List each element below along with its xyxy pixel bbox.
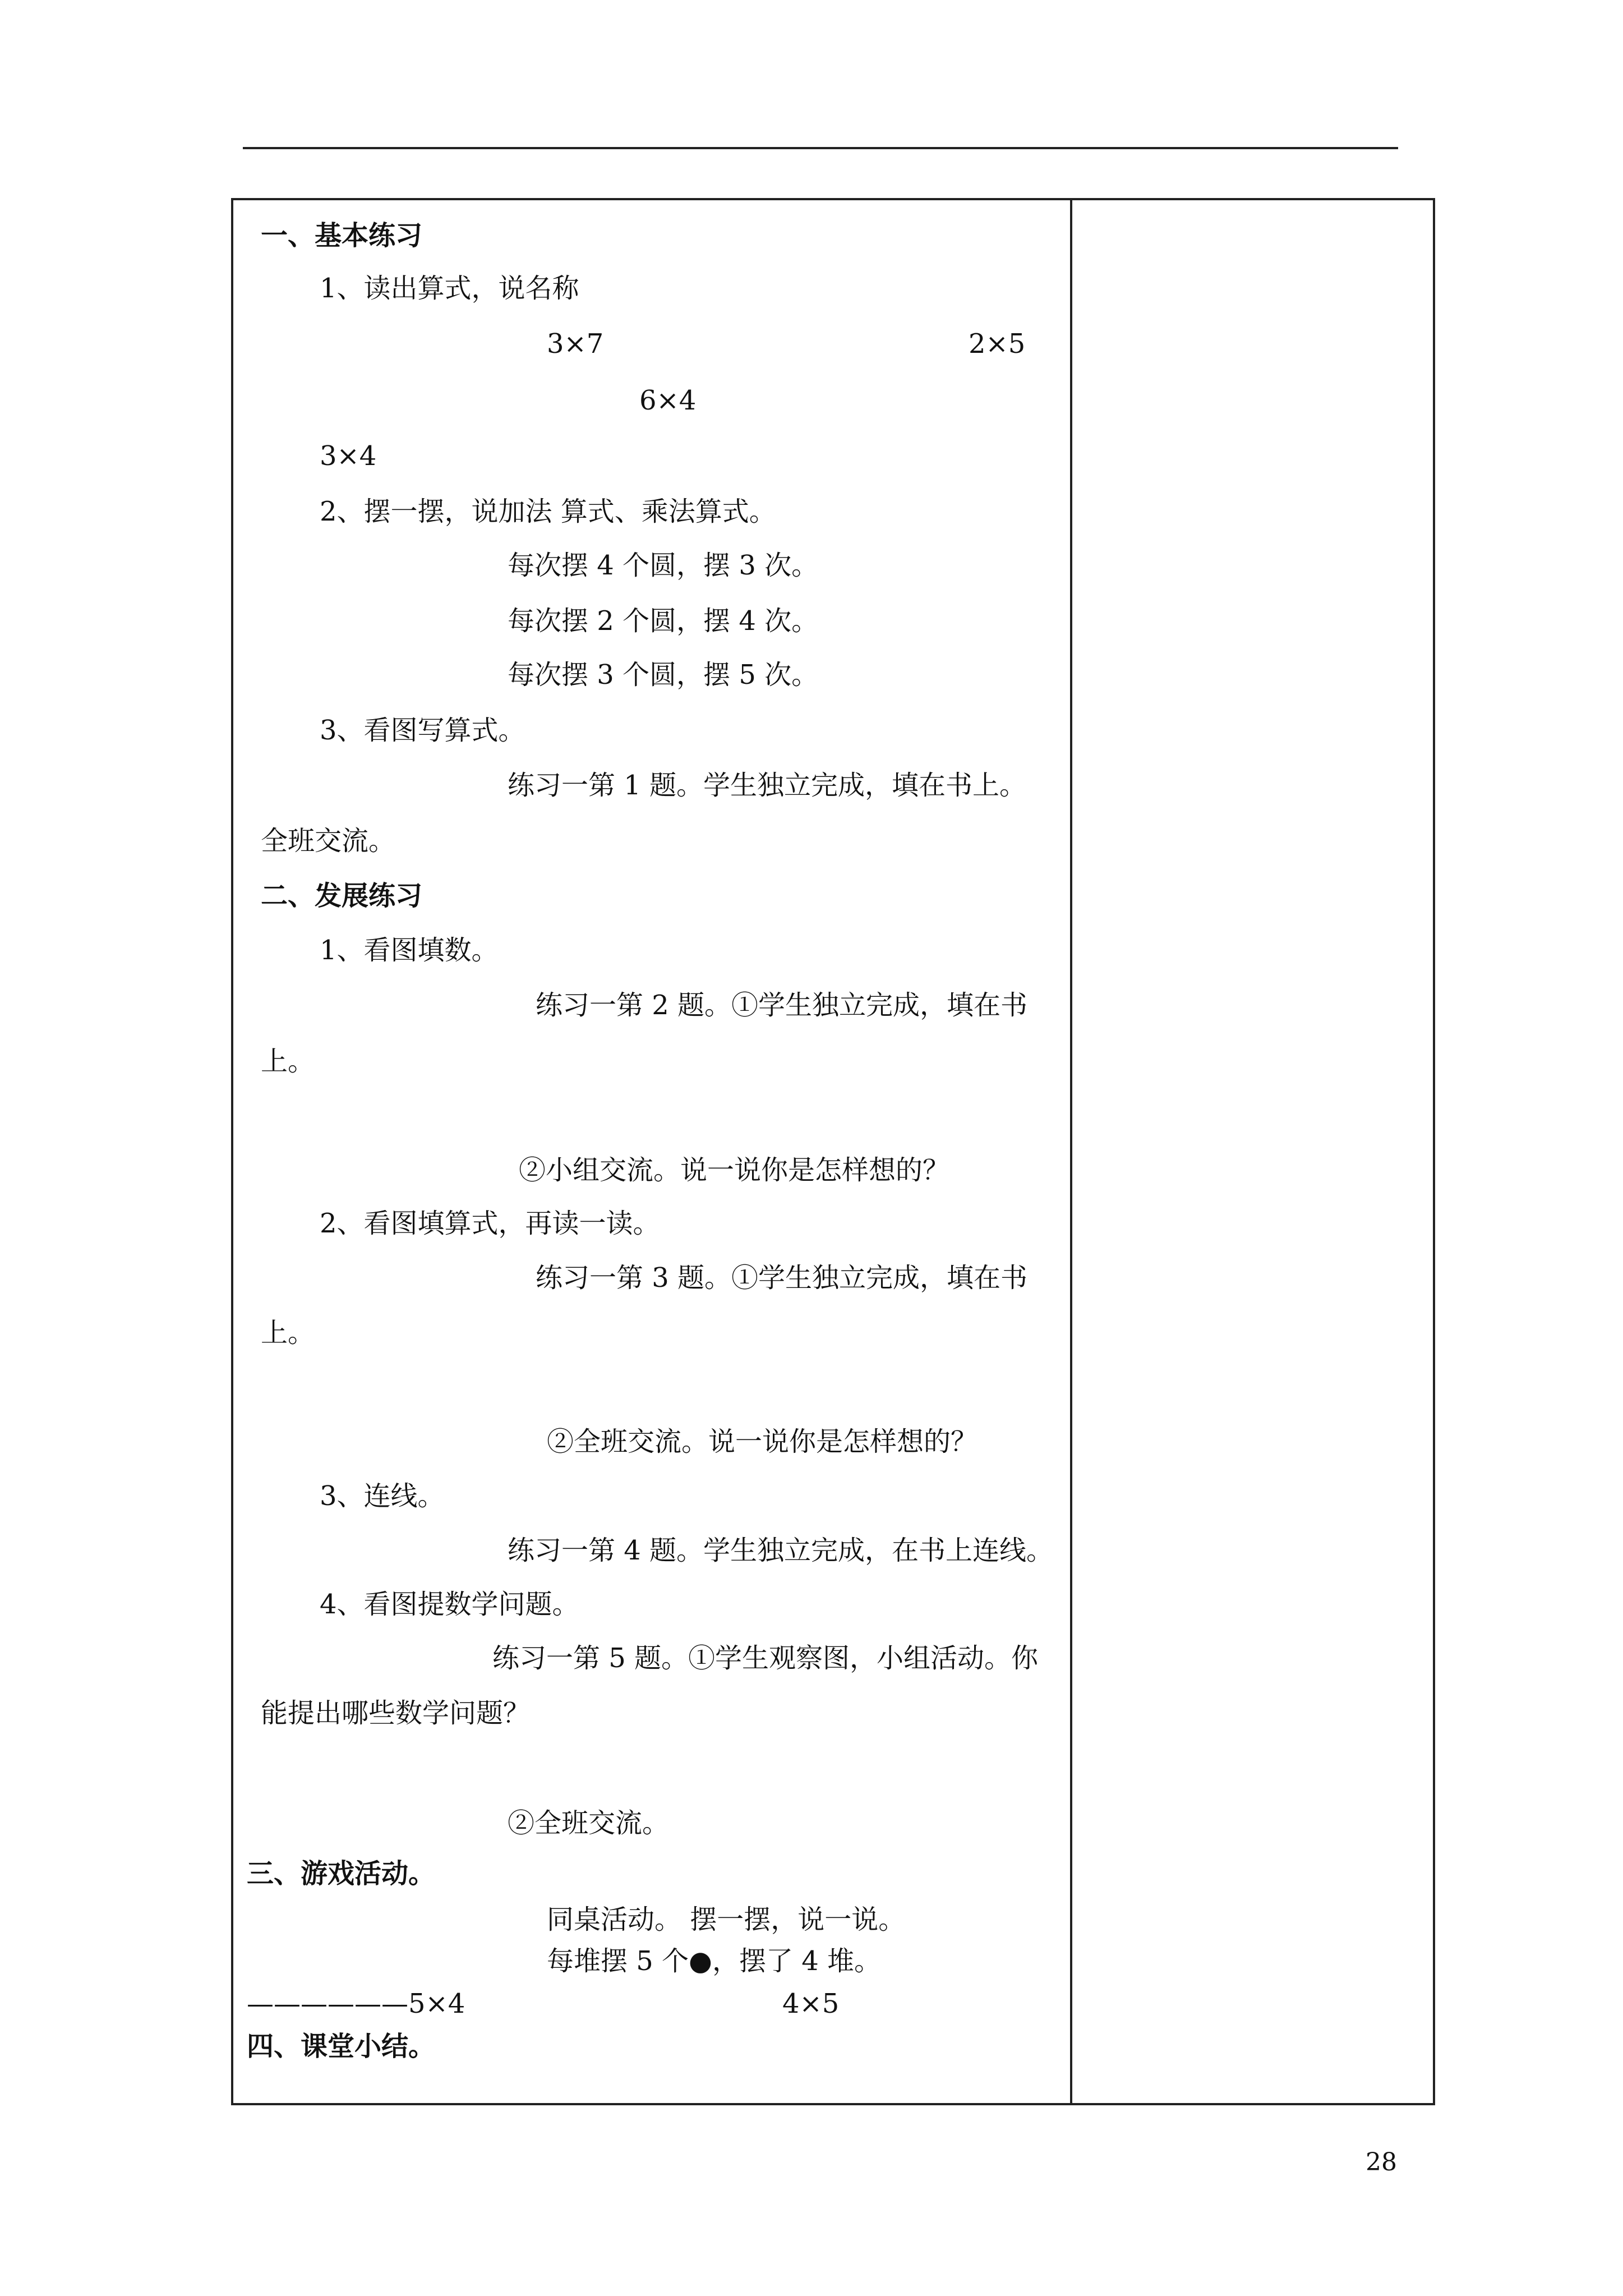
exercise-1-line: 全班交流。 xyxy=(261,825,396,857)
exercise-2-line: 上。 xyxy=(261,1046,315,1077)
section-heading-class-summary: 四、课堂小结。 xyxy=(247,2031,436,2062)
exercise-2-step-2: ②小组交流。说一说你是怎样想的？ xyxy=(519,1154,950,1186)
s2-item-1: 1、看图填数。 xyxy=(320,935,499,966)
lesson-table xyxy=(231,198,1435,2105)
exercise-2-line: 练习一第 2 题。①学生独立完成，填在书 xyxy=(536,990,1028,1021)
s1-expression: 6×4 xyxy=(639,385,697,416)
exercise-3-step-2: ②全班交流。说一说你是怎样想的？ xyxy=(547,1426,978,1457)
exercise-5-step-2: ②全班交流。 xyxy=(508,1807,670,1839)
section-heading-game-activity: 三、游戏活动。 xyxy=(247,1858,436,1889)
table-column-divider xyxy=(1070,198,1072,2105)
exercise-5-line: 能提出哪些数学问题？ xyxy=(261,1697,531,1729)
section-heading-development-practice: 二、发展练习 xyxy=(261,880,423,912)
exercise-3-line: 练习一第 3 题。①学生独立完成，填在书 xyxy=(536,1262,1028,1294)
s1-item-1: 1、读出算式，说名称 xyxy=(320,273,579,304)
exercise-1-line: 练习一第 1 题。学生独立完成，填在书上。 xyxy=(508,770,1027,801)
header-rule xyxy=(243,147,1398,149)
exercise-3-line: 上。 xyxy=(261,1317,315,1349)
s2-item-2: 2、看图填算式，再读一读。 xyxy=(320,1208,660,1239)
s1-item-2: 2、摆一摆，说加法 算式、乘法算式。 xyxy=(320,496,776,527)
s3-expression-left: ——————5×4 xyxy=(247,1988,465,2019)
s3-activity-line: 每堆摆 5 个●，摆了 4 堆。 xyxy=(547,1945,881,1977)
s1-expression: 3×7 xyxy=(547,328,604,360)
s1-arrangement-line: 每次摆 4 个圆，摆 3 次。 xyxy=(508,550,819,581)
s1-item-3: 3、看图写算式。 xyxy=(320,715,525,746)
section-heading-basic-practice: 一、基本练习 xyxy=(261,220,423,251)
s2-item-3: 3、连线。 xyxy=(320,1480,445,1512)
exercise-5-line: 练习一第 5 题。①学生观察图，小组活动。你 xyxy=(492,1642,1039,1674)
page-number: 28 xyxy=(1366,2148,1397,2177)
s3-activity-line: 同桌活动。 摆一摆，说一说。 xyxy=(547,1904,906,1935)
s1-expression: 3×4 xyxy=(320,440,377,472)
s1-arrangement-line: 每次摆 3 个圆，摆 5 次。 xyxy=(508,659,819,691)
s2-item-4: 4、看图提数学问题。 xyxy=(320,1589,579,1620)
s1-arrangement-line: 每次摆 2 个圆，摆 4 次。 xyxy=(508,605,819,637)
s1-expression: 2×5 xyxy=(969,328,1026,360)
exercise-4-line: 练习一第 4 题。学生独立完成，在书上连线。 xyxy=(508,1535,1054,1566)
s3-expression-right: 4×5 xyxy=(782,1988,840,2019)
